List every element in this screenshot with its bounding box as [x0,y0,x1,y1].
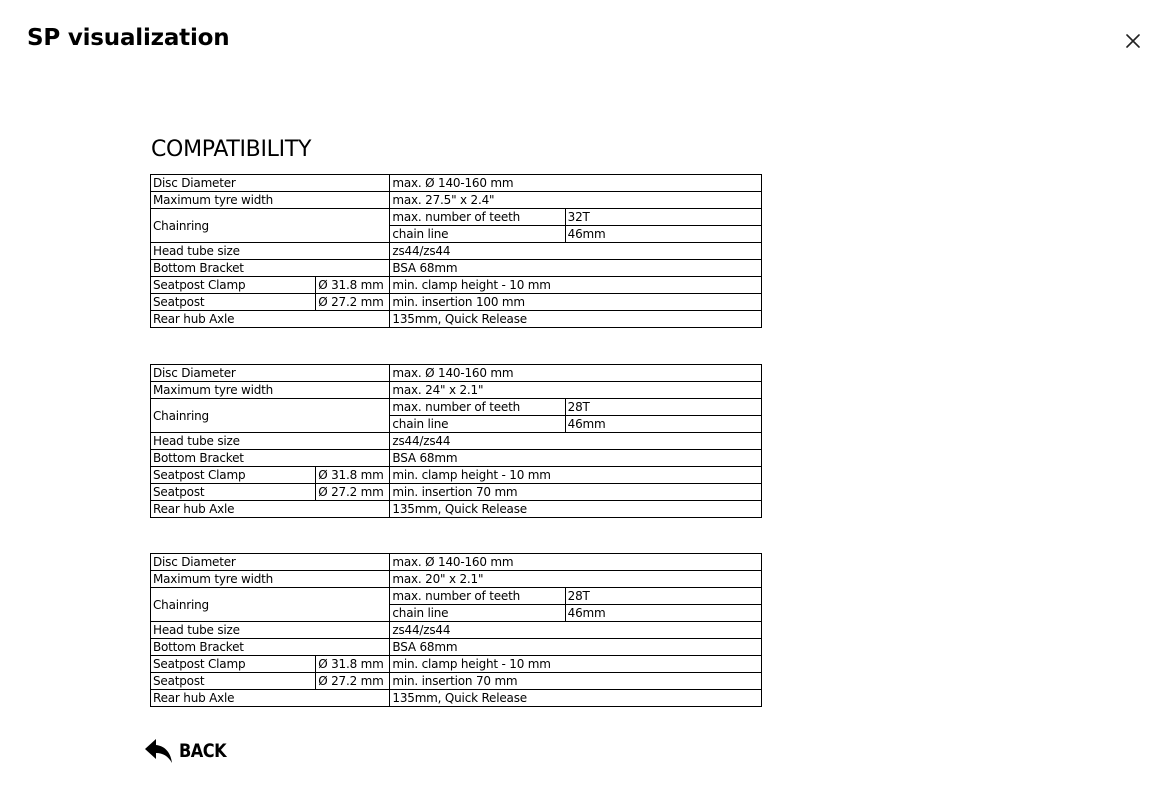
table-row [151,399,762,416]
bottom-bracket-value: BSA 68mm [390,260,762,277]
head-tube-value: zs44/zs44 [390,622,762,639]
teeth-value: 28T [565,588,761,605]
table-row [151,484,762,501]
disc-diameter-label: Disc Diameter [151,365,390,382]
head-tube-label: Head tube size [151,433,390,450]
rear-hub-label: Rear hub Axle [151,311,390,328]
tyre-width-value: max. 24" x 2.1" [390,382,762,399]
chain-line-label: chain line [390,605,565,622]
back-label: BACK [179,740,227,762]
close-button[interactable] [1122,30,1144,52]
chainring-label: Chainring [151,588,390,622]
bottom-bracket-value: BSA 68mm [390,450,762,467]
table-row [151,277,762,294]
table-row [151,690,762,707]
table-row [151,588,762,605]
chainring-label: Chainring [151,209,390,243]
tyre-width-value: max. 27.5" x 2.4" [390,192,762,209]
teeth-label: max. number of teeth [390,399,565,416]
tyre-width-label: Maximum tyre width [151,571,390,588]
head-tube-label: Head tube size [151,243,390,260]
chain-line-label: chain line [390,416,565,433]
seatpost-clamp-label: Seatpost Clamp [151,277,316,294]
seatpost-clamp-size: Ø 31.8 mm [316,277,390,294]
seatpost-value: min. insertion 100 mm [390,294,762,311]
dialog-title: SP visualization [27,25,230,51]
teeth-value: 28T [565,399,761,416]
disc-diameter-value: max. Ø 140-160 mm [390,175,762,192]
table-row [151,656,762,673]
seatpost-label: Seatpost [151,673,316,690]
compatibility-table-3 [150,553,762,707]
table-row [151,243,762,260]
seatpost-clamp-label: Seatpost Clamp [151,467,316,484]
table-row [151,294,762,311]
disc-diameter-label: Disc Diameter [151,554,390,571]
tyre-width-value: max. 20" x 2.1" [390,571,762,588]
table-row [151,673,762,690]
teeth-value: 32T [565,209,761,226]
bottom-bracket-label: Bottom Bracket [151,639,390,656]
bottom-bracket-value: BSA 68mm [390,639,762,656]
tyre-width-label: Maximum tyre width [151,382,390,399]
table-row [151,501,762,518]
table-row [151,554,762,571]
rear-hub-label: Rear hub Axle [151,690,390,707]
chain-line-value: 46mm [565,416,761,433]
compatibility-image [150,136,770,707]
disc-diameter-label: Disc Diameter [151,175,390,192]
table-row [151,175,762,192]
rear-hub-label: Rear hub Axle [151,501,390,518]
table-row [151,450,762,467]
head-tube-value: zs44/zs44 [390,243,762,260]
chain-line-value: 46mm [565,605,761,622]
chainring-label: Chainring [151,399,390,433]
reply-arrow-icon [144,738,174,764]
seatpost-size: Ø 27.2 mm [316,294,390,311]
disc-diameter-value: max. Ø 140-160 mm [390,554,762,571]
table-spacer [150,518,770,553]
seatpost-size: Ø 27.2 mm [316,673,390,690]
table-row [151,433,762,450]
seatpost-value: min. insertion 70 mm [390,484,762,501]
compatibility-table-1 [150,174,762,328]
seatpost-clamp-value: min. clamp height - 10 mm [390,277,762,294]
table-row [151,622,762,639]
head-tube-value: zs44/zs44 [390,433,762,450]
rear-hub-value: 135mm, Quick Release [390,690,762,707]
back-button[interactable] [144,738,234,764]
seatpost-clamp-size: Ø 31.8 mm [316,656,390,673]
table-row [151,192,762,209]
table-spacer [150,328,770,364]
teeth-label: max. number of teeth [390,588,565,605]
table-row [151,382,762,399]
table-row [151,260,762,277]
tyre-width-label: Maximum tyre width [151,192,390,209]
compatibility-heading: COMPATIBILITY [151,137,312,162]
chain-line-label: chain line [390,226,565,243]
seatpost-clamp-value: min. clamp height - 10 mm [390,467,762,484]
close-icon [1126,34,1140,48]
seatpost-clamp-label: Seatpost Clamp [151,656,316,673]
bottom-bracket-label: Bottom Bracket [151,260,390,277]
seatpost-clamp-value: min. clamp height - 10 mm [390,656,762,673]
table-row [151,311,762,328]
table-row [151,639,762,656]
rear-hub-value: 135mm, Quick Release [390,311,762,328]
table-row [151,467,762,484]
seatpost-size: Ø 27.2 mm [316,484,390,501]
teeth-label: max. number of teeth [390,209,565,226]
table-row [151,365,762,382]
seatpost-label: Seatpost [151,294,316,311]
rear-hub-value: 135mm, Quick Release [390,501,762,518]
seatpost-clamp-size: Ø 31.8 mm [316,467,390,484]
table-row [151,209,762,226]
head-tube-label: Head tube size [151,622,390,639]
seatpost-label: Seatpost [151,484,316,501]
disc-diameter-value: max. Ø 140-160 mm [390,365,762,382]
bottom-bracket-label: Bottom Bracket [151,450,390,467]
compatibility-table-2 [150,364,762,518]
table-row [151,571,762,588]
seatpost-value: min. insertion 70 mm [390,673,762,690]
chain-line-value: 46mm [565,226,761,243]
